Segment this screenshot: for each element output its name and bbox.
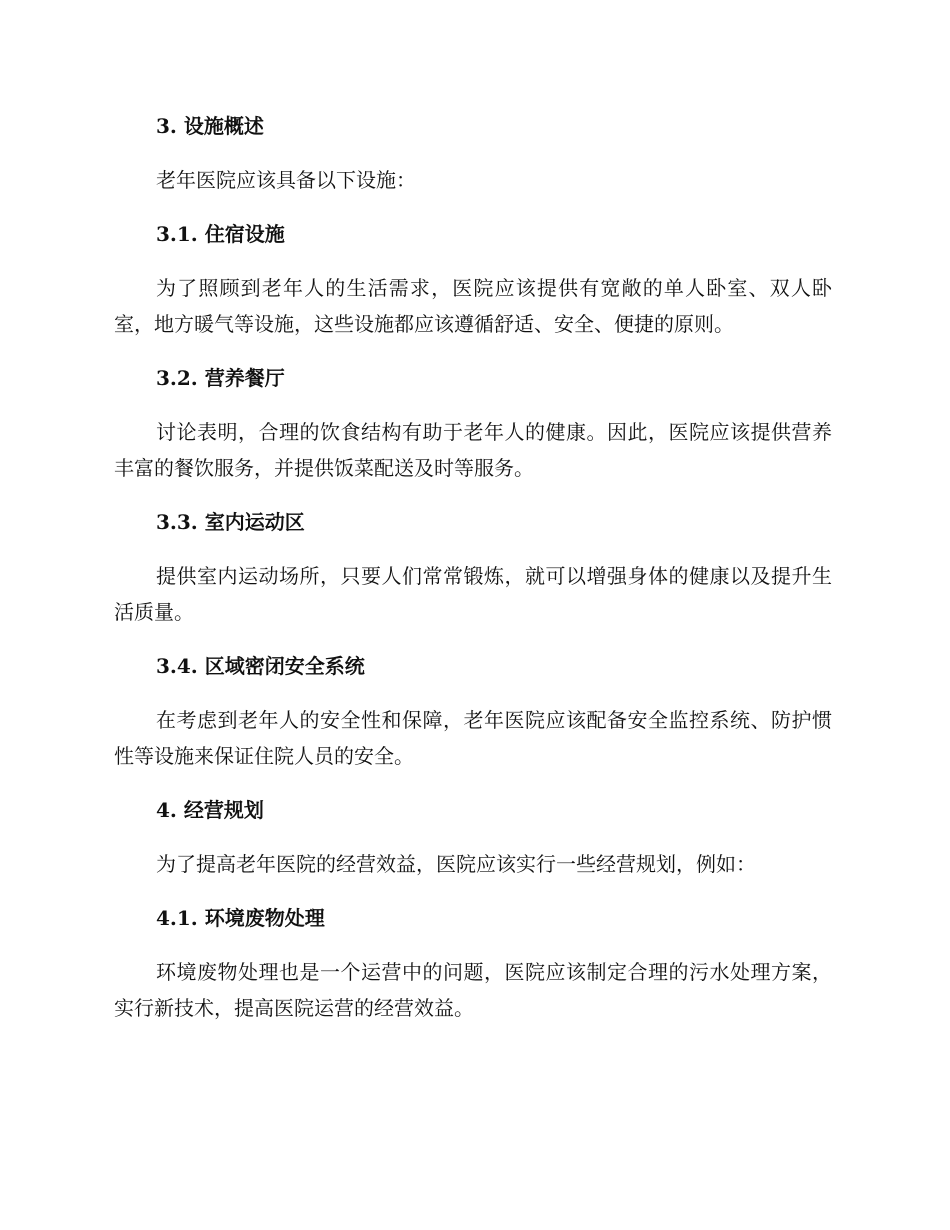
paragraph-4-intro: 为了提高老年医院的经营效益，医院应该实行一些经营规划，例如：	[156, 852, 756, 876]
paragraph-4-1: 环境废物处理也是一个运营中的问题，医院应该制定合理的污水处理方案，实行新技术，提高医院运营的经营效益。	[114, 960, 832, 1020]
section-heading-3-2: 3.2. 营养餐厅	[156, 366, 285, 390]
section-heading-3-4: 3.4. 区域密闭安全系统	[156, 654, 365, 678]
section-heading-3-1: 3.1. 住宿设施	[156, 222, 285, 246]
document-body	[114, 108, 832, 1044]
section-heading-3-3: 3.3. 室内运动区	[156, 510, 305, 534]
paragraph-3-3: 提供室内运动场所，只要人们常常锻炼，就可以增强身体的健康以及提升生活质量。	[114, 564, 832, 624]
paragraph-3-4: 在考虑到老年人的安全性和保障，老年医院应该配备安全监控系统、防护惯性等设施来保证住院人员的安全。	[114, 708, 832, 768]
paragraph-3-1: 为了照顾到老年人的生活需求，医院应该提供有宽敞的单人卧室、双人卧室，地方暖气等设施，这些设施都应该遵循舒适、安全、便捷的原则。	[114, 276, 832, 336]
paragraph-3-2: 讨论表明，合理的饮食结构有助于老年人的健康。因此，医院应该提供营养丰富的餐饮服务，并提供饭菜配送及时等服务。	[114, 420, 832, 480]
section-heading-4-1: 4.1. 环境废物处理	[156, 906, 325, 930]
section-heading-3: 3. 设施概述	[156, 114, 264, 138]
paragraph-3-intro: 老年医院应该具备以下设施：	[156, 168, 416, 192]
section-heading-4: 4. 经营规划	[156, 798, 264, 822]
